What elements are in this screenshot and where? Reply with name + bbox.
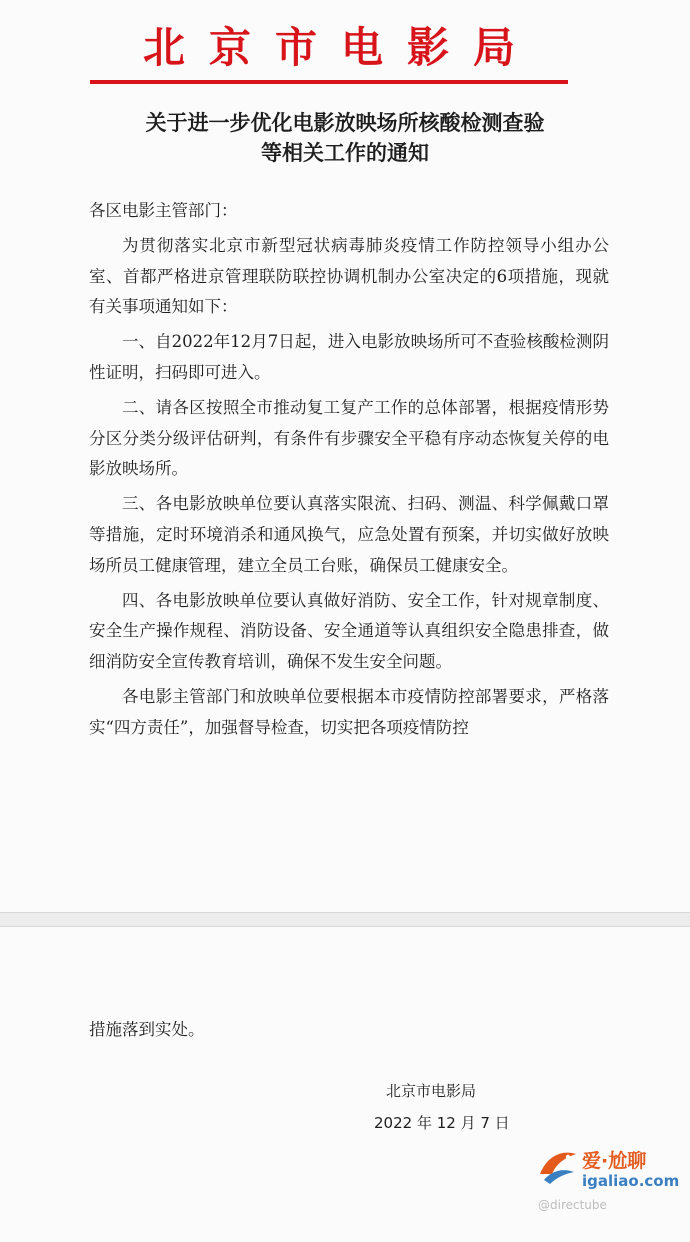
title-line-1: 关于进一步优化电影放映场所核酸检测查验 — [145, 110, 545, 135]
document-title — [60, 108, 630, 168]
item-4-paragraph: 四、各电影放映单位要认真做好消防、安全工作，针对规章制度、安全生产操作规程、消防设备、安全通道等认真组织安全隐患排查，做细消防安全宣传教育培训，确保不发生安全问题。 — [89, 590, 609, 672]
intro-paragraph: 为贯彻落实北京市新型冠状病毒肺炎疫情工作防控领导小组办公室、首都严格进京管理联防联控协调机制办公室决定的6项措施，现就有关事项通知如下： — [89, 235, 609, 317]
bird-logo-icon — [534, 1144, 580, 1190]
item-1-paragraph: 一、自2022年12月7日起，进入电影放映场所可不查验核酸检测阴性证明，扫码即可进入。 — [89, 332, 609, 382]
signature-date: 2022 年 12 月 7 日 — [374, 1114, 510, 1132]
item-3-paragraph: 三、各电影放映单位要认真落实限流、扫码、测温、科学佩戴口罩等措施，定时环境消杀和通风换气，应急处置有预案，并切实做好放映场所员工健康管理，建立全员工台账，确保员工健康安全。 — [89, 494, 609, 575]
salutation: 各区电影主管部门： — [89, 201, 238, 220]
title-line-2: 等相关工作的通知 — [261, 140, 429, 165]
watermark-weibo-handle: @directube — [538, 1198, 607, 1212]
watermark-site-url: igaliao.com — [582, 1172, 680, 1190]
signature-organization: 北京市电影局 — [386, 1082, 477, 1100]
masthead: 北京市电影局 — [142, 23, 539, 72]
closing-continuation: 措施落到实处。 — [89, 1020, 205, 1039]
item-2-paragraph: 二、请各区按照全市推动复工复产工作的总体部署，根据疫情形势分区分类分级评估研判，有条件有步骤安全平稳有序动态恢复关停的电影放映场所。 — [89, 397, 609, 479]
document-body — [89, 196, 609, 748]
masthead-red-rule — [90, 80, 568, 84]
closing-paragraph: 各电影主管部门和放映单位要根据本市疫情防控部署要求，严格落实“四方责任”，加强督导检查，切实把各项疫情防控 — [89, 686, 609, 737]
watermark-site-name: 爱·尬聊 — [582, 1150, 647, 1172]
site-watermark — [534, 1144, 684, 1218]
